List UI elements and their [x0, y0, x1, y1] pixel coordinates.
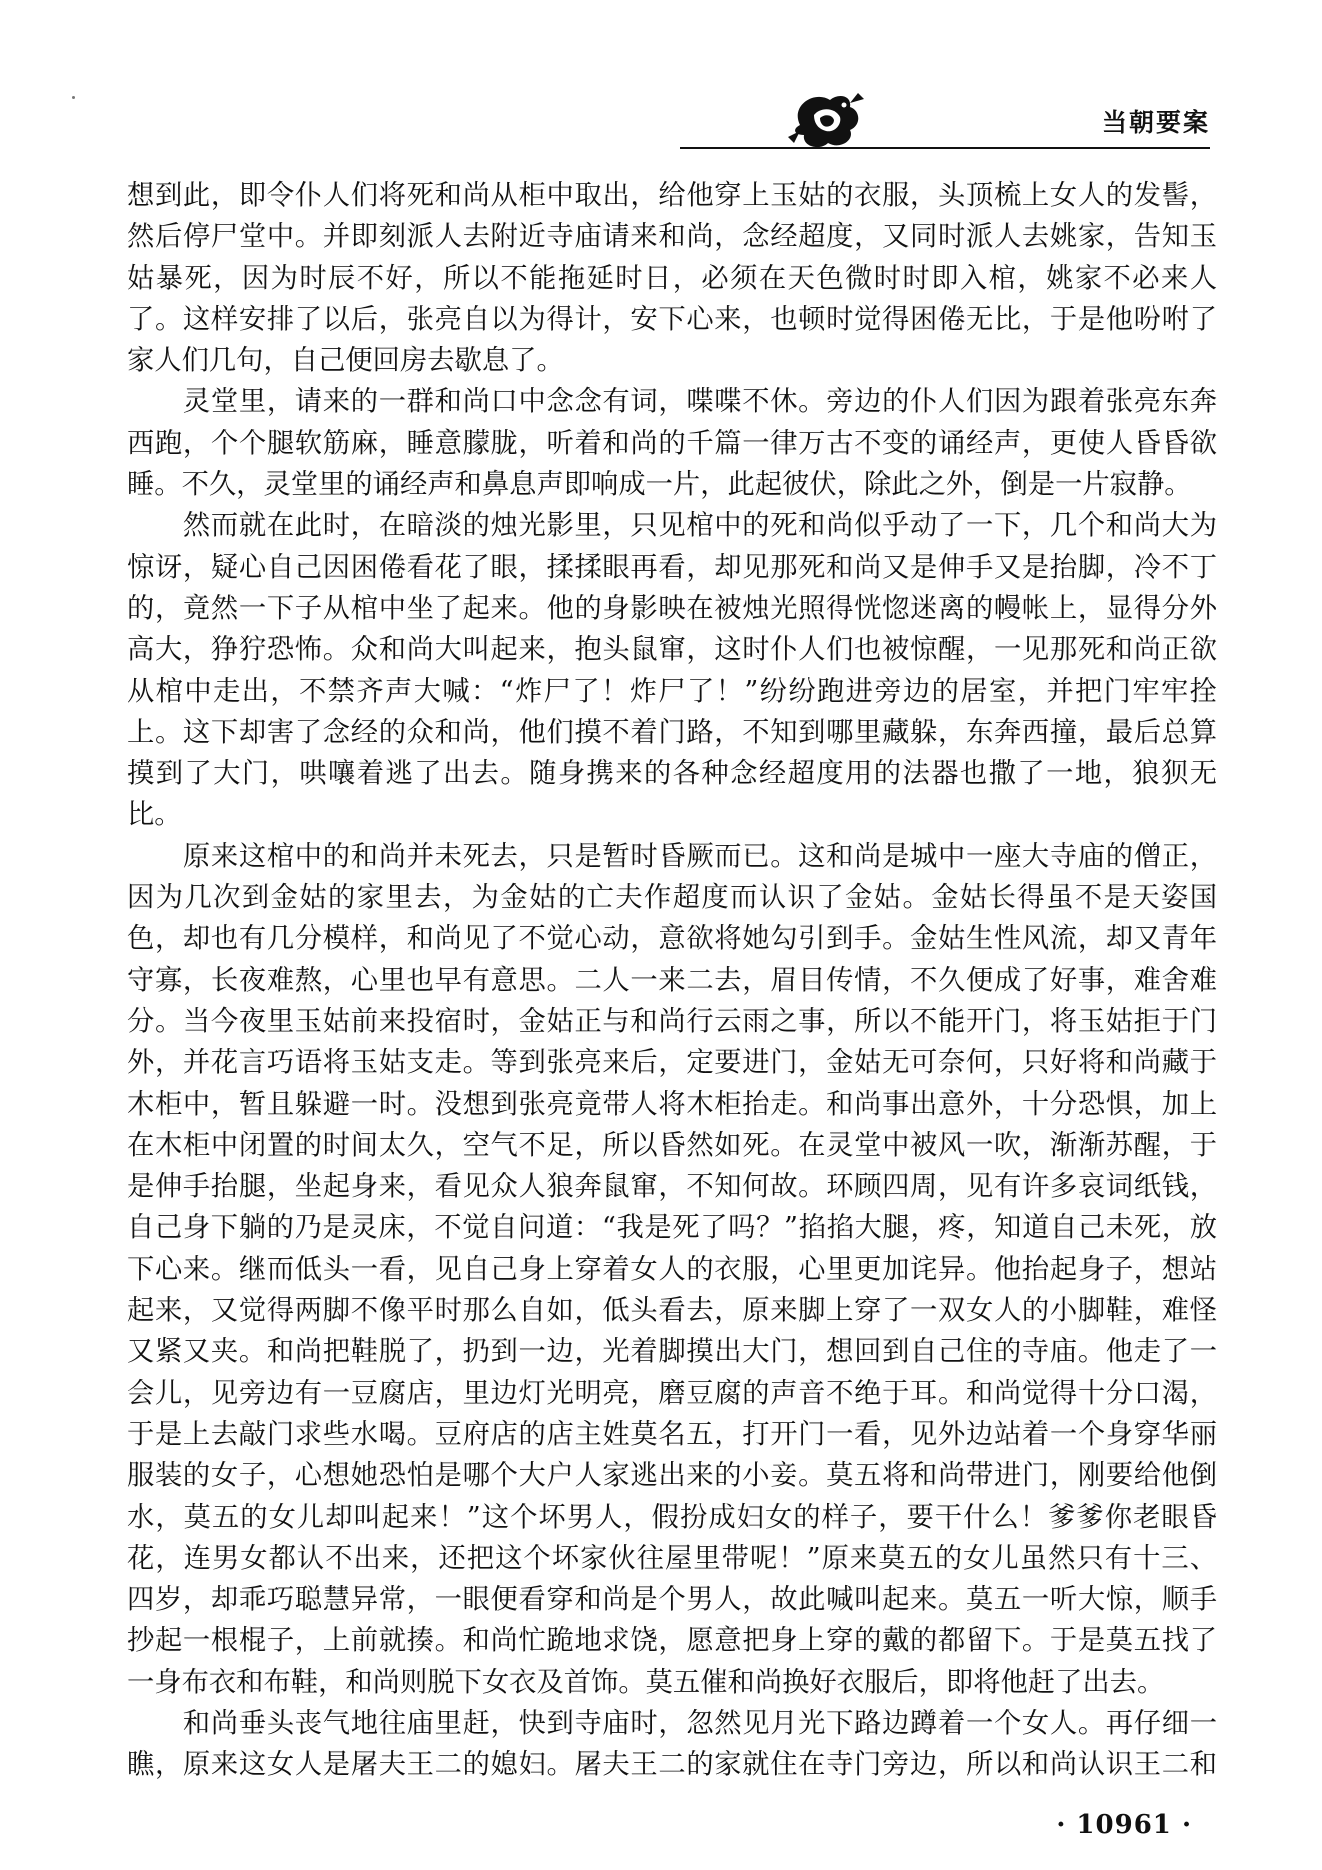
- text-line: 想到此，即令仆人们将死和尚从柜中取出，给他穿上玉姑的衣服，头顶梳上女人的发髻，: [127, 180, 1217, 211]
- text-line: 瞧，原来这女人是屠夫王二的媳妇。屠夫王二的家就住在寺门旁边，所以和尚认识王二和: [127, 1749, 1217, 1781]
- page-number: · 10961 ·: [1056, 1810, 1192, 1840]
- text-line: 一身布衣和布鞋，和尚则脱下女衣及首饰。莫五催和尚换好衣服后，即将他赶了出去。: [127, 1666, 1165, 1698]
- text-line: 起来，又觉得两脚不像平时那么自如，低头看去，原来脚上穿了一双女人的小脚鞋，难怪: [127, 1295, 1217, 1327]
- text-line: 睡。不久，灵堂里的诵经声和鼻息声即响成一片，此起彼伏，除此之外，倒是一片寂静。: [127, 469, 1192, 501]
- text-line: 姑暴死，因为时辰不好，所以不能拖延时日，必须在天色微时时即入棺，姚家不必来人: [127, 262, 1217, 294]
- text-line: 灵堂里，请来的一群和尚口中念念有词，喋喋不休。旁边的仆人们因为跟着张亮东奔: [127, 386, 1217, 418]
- page-speck: [72, 96, 75, 99]
- text-line: 然后停尸堂中。并即刻派人去附近寺庙请来和尚，念经超度，又同时派人去姚家，告知玉: [127, 221, 1217, 253]
- text-line: 然而就在此时，在暗淡的烛光影里，只见棺中的死和尚似乎动了一下，几个和尚大为: [127, 510, 1217, 542]
- text-line: 四岁，却乖巧聪慧异常，一眼便看穿和尚是个男人，故此喊叫起来。莫五一听大惊，顺手: [127, 1584, 1217, 1616]
- text-line: 会儿，见旁边有一豆腐店，里边灯光明亮，磨豆腐的声音不绝于耳。和尚觉得十分口渴，: [127, 1377, 1217, 1409]
- text-line: 抄起一根棍子，上前就揍。和尚忙跪地求饶，愿意把身上穿的戴的都留下。于是莫五找了: [127, 1625, 1217, 1657]
- text-line: 高大，狰狞恐怖。众和尚大叫起来，抱头鼠窜，这时仆人们也被惊醒，一见那死和尚正欲: [127, 634, 1217, 666]
- text-line: 摸到了大门，哄嚷着逃了出去。随身携来的各种念经超度用的法器也撒了一地，狼狈无: [127, 758, 1217, 790]
- text-line: 惊讶，疑心自己因困倦看花了眼，揉揉眼再看，却见那死和尚又是伸手又是抬脚，冷不丁: [127, 551, 1217, 583]
- text-line: 色，却也有几分模样，和尚见了不觉心动，意欲将她勾引到手。金姑生性风流，却又青年: [127, 923, 1217, 955]
- text-line: 原来这棺中的和尚并未死去，只是暂时昏厥而已。这和尚是城中一座大寺庙的僧正，: [127, 840, 1217, 872]
- text-line: 木柜中，暂且躲避一时。没想到张亮竟带人将木柜抬走。和尚事出意外，十分恐惧，加上: [127, 1088, 1217, 1120]
- text-line: 在木柜中闭置的时间太久，空气不足，所以昏然如死。在灵堂中被风一吹，渐渐苏醒，于: [127, 1129, 1217, 1161]
- header-rule: [680, 147, 1210, 149]
- text-line: 西跑，个个腿软筋麻，睡意朦胧，听着和尚的千篇一律万古不变的诵经声，更使人昏昏欲: [127, 427, 1217, 459]
- text-line: 守寡，长夜难熬，心里也早有意思。二人一来二去，眉目传情，不久便成了好事，难舍难: [127, 964, 1217, 996]
- dragon-emblem-icon: [780, 85, 870, 155]
- text-line: 家人们几句，自己便回房去歇息了。: [127, 345, 564, 377]
- body-text: [127, 175, 1217, 1786]
- text-line: 从棺中走出，不禁齐声大喊：“炸尸了！炸尸了！”纷纷跑进旁边的居室，并把门牢牢拴: [127, 675, 1217, 707]
- text-line: 上。这下却害了念经的众和尚，他们摸不着门路，不知到哪里藏躲，东奔西撞，最后总算: [127, 716, 1217, 748]
- text-line: 又紧又夹。和尚把鞋脱了，扔到一边，光着脚摸出大门，想回到自己住的寺庙。他走了一: [127, 1336, 1217, 1368]
- text-line: 自己身下躺的乃是灵床，不觉自问道：“我是死了吗？”掐掐大腿，疼，知道自己未死，放: [127, 1212, 1217, 1244]
- text-line: 的，竟然一下子从棺中坐了起来。他的身影映在被烛光照得恍惚迷离的幔帐上，显得分外: [127, 592, 1217, 624]
- running-header: [150, 85, 1210, 155]
- text-line: 于是上去敲门求些水喝。豆府店的店主姓莫名五，打开门一看，见外边站着一个身穿华丽: [127, 1418, 1217, 1450]
- text-line: 了。这样安排了以后，张亮自以为得计，安下心来，也顿时觉得困倦无比，于是他吩咐了: [127, 303, 1217, 335]
- text-line: 外，并花言巧语将玉姑支走。等到张亮来后，定要进门，金姑无可奈何，只好将和尚藏于: [127, 1047, 1217, 1079]
- text-line: 花，连男女都认不出来，还把这个坏家伙往屋里带呢！”原来莫五的女儿虽然只有十三、: [127, 1542, 1217, 1574]
- text-line: 服装的女子，心想她恐怕是哪个大户人家逃出来的小妾。莫五将和尚带进门，刚要给他倒: [127, 1460, 1217, 1492]
- text-line: 因为几次到金姑的家里去，为金姑的亡夫作超度而认识了金姑。金姑长得虽不是天姿国: [127, 882, 1217, 914]
- running-title: 当朝要案: [1101, 108, 1210, 137]
- text-line: 分。当今夜里玉姑前来投宿时，金姑正与和尚行云雨之事，所以不能开门，将玉姑拒于门: [127, 1005, 1217, 1037]
- text-line: 水，莫五的女儿却叫起来！”这个坏男人，假扮成妇女的样子，要干什么！爹爹你老眼昏: [127, 1501, 1217, 1533]
- text-line: 比。: [127, 799, 182, 831]
- text-line: 是伸手抬腿，坐起身来，看见众人狼奔鼠窜，不知何故。环顾四周，见有许多哀词纸钱，: [127, 1171, 1217, 1203]
- text-line: 下心来。继而低头一看，见自己身上穿着女人的衣服，心里更加诧异。他抬起身子，想站: [127, 1253, 1217, 1285]
- text-line: 和尚垂头丧气地往庙里赶，快到寺庙时，忽然见月光下路边蹲着一个女人。再仔细一: [127, 1707, 1217, 1739]
